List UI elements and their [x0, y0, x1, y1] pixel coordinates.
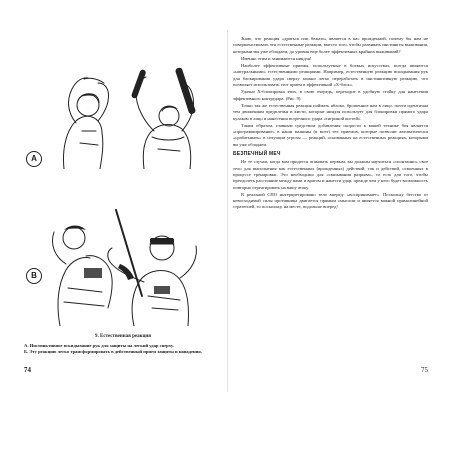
paragraph: Удачно Х-блокировка этих, в свою очередь, переходит в удобную стойку для нанесения эффективного контрудара. (Рис. 9) — [233, 89, 428, 101]
left-page — [24, 36, 222, 388]
figure-note-b: Б. Эту реакцию легко трансформировать в действенный прием защиты и нападения. — [24, 349, 202, 354]
illustration-b — [24, 204, 222, 326]
figure-caption: 9. Естественная реакция — [95, 334, 151, 339]
paragraph: Знаю, что реакция «драться или бежать» является в нас врожденной, почему бы нам не совершенствовать эти естественные реакции, вместо того, чтобы развивать инстинкты выживания, которыми мы уже обладаем, до уровня еще более эффективных крайних выживаний? — [233, 36, 428, 54]
figure-notes — [24, 343, 222, 355]
defender-torso — [63, 116, 102, 169]
right-page — [233, 36, 428, 388]
page-number-left: 74 — [24, 366, 31, 374]
paragraph: Наиболее эффективные приемы, используемые в боевых искусствах, всегда являются «натуральными» естественными реакциями. Например, естественную реакцию вскидывания рук для блокирования удара сверху можно легко переработать в инстинктивную реакцию, что позволяет использовать этот прием в эффективной «Х-блок». — [233, 63, 428, 88]
figure-label-a: A — [26, 151, 42, 167]
attacker-torso — [143, 125, 190, 170]
paragraph: Не те случаи, когда вам придется атаковать первым, вы должны научиться «спонтанно» свое тело для выполнения как естественных (врожденных) действий, так и действий, освоенных в процессе тренировки. Это необходимо для «связывания разрыва», то есть для того, чтобы преодолеть расстояние между вами и врагом и нанести удар, прежде чем у него будет возможность повторно отреагировать на вашу атаку. — [233, 159, 428, 190]
section-heading: БЕЗПЕЧНЫЙ МЕЧ — [233, 151, 281, 158]
paragraph: В реальной СПО интерпретировано тело вперед- «воспринимает». Поскольку бегство от невосходимой силы противника двигается прямым смыслом и является важной прямолинейной стратегией, то поскольку, на месте, подольше вперед! — [233, 191, 428, 210]
illustration-a — [24, 61, 222, 169]
paragraph: Именно этим и занимаются ниндзя! — [241, 55, 312, 61]
paragraph: Таким образом, главным средством добавления скорости к вашей технике боя является «программирование» в наши машины (в мозг) тех приемов, которые позволят автоматически «срабатывать» в ситуации угрозы — реакций, основанных на естественных реакциях, которыми вы уже обладаем. — [233, 122, 428, 147]
body-text — [233, 36, 428, 211]
figure-label-b: B — [26, 268, 42, 284]
figure-note-a: А. Инстинктивное вскидывание рук для защиты на легкий удар сверху. — [24, 343, 174, 348]
page-number-right: 75 — [421, 366, 428, 374]
paragraph: Точно так же естественная реакция поймать яблоко, брошенное вам в лицо, почти идентична тем движениям предплечья и кисти, которые ниндзя использует для блокировки прямого удара кулаком в лицо и нанесения встречного удара «тигриной когтей». — [233, 102, 428, 121]
gutter — [227, 30, 228, 392]
